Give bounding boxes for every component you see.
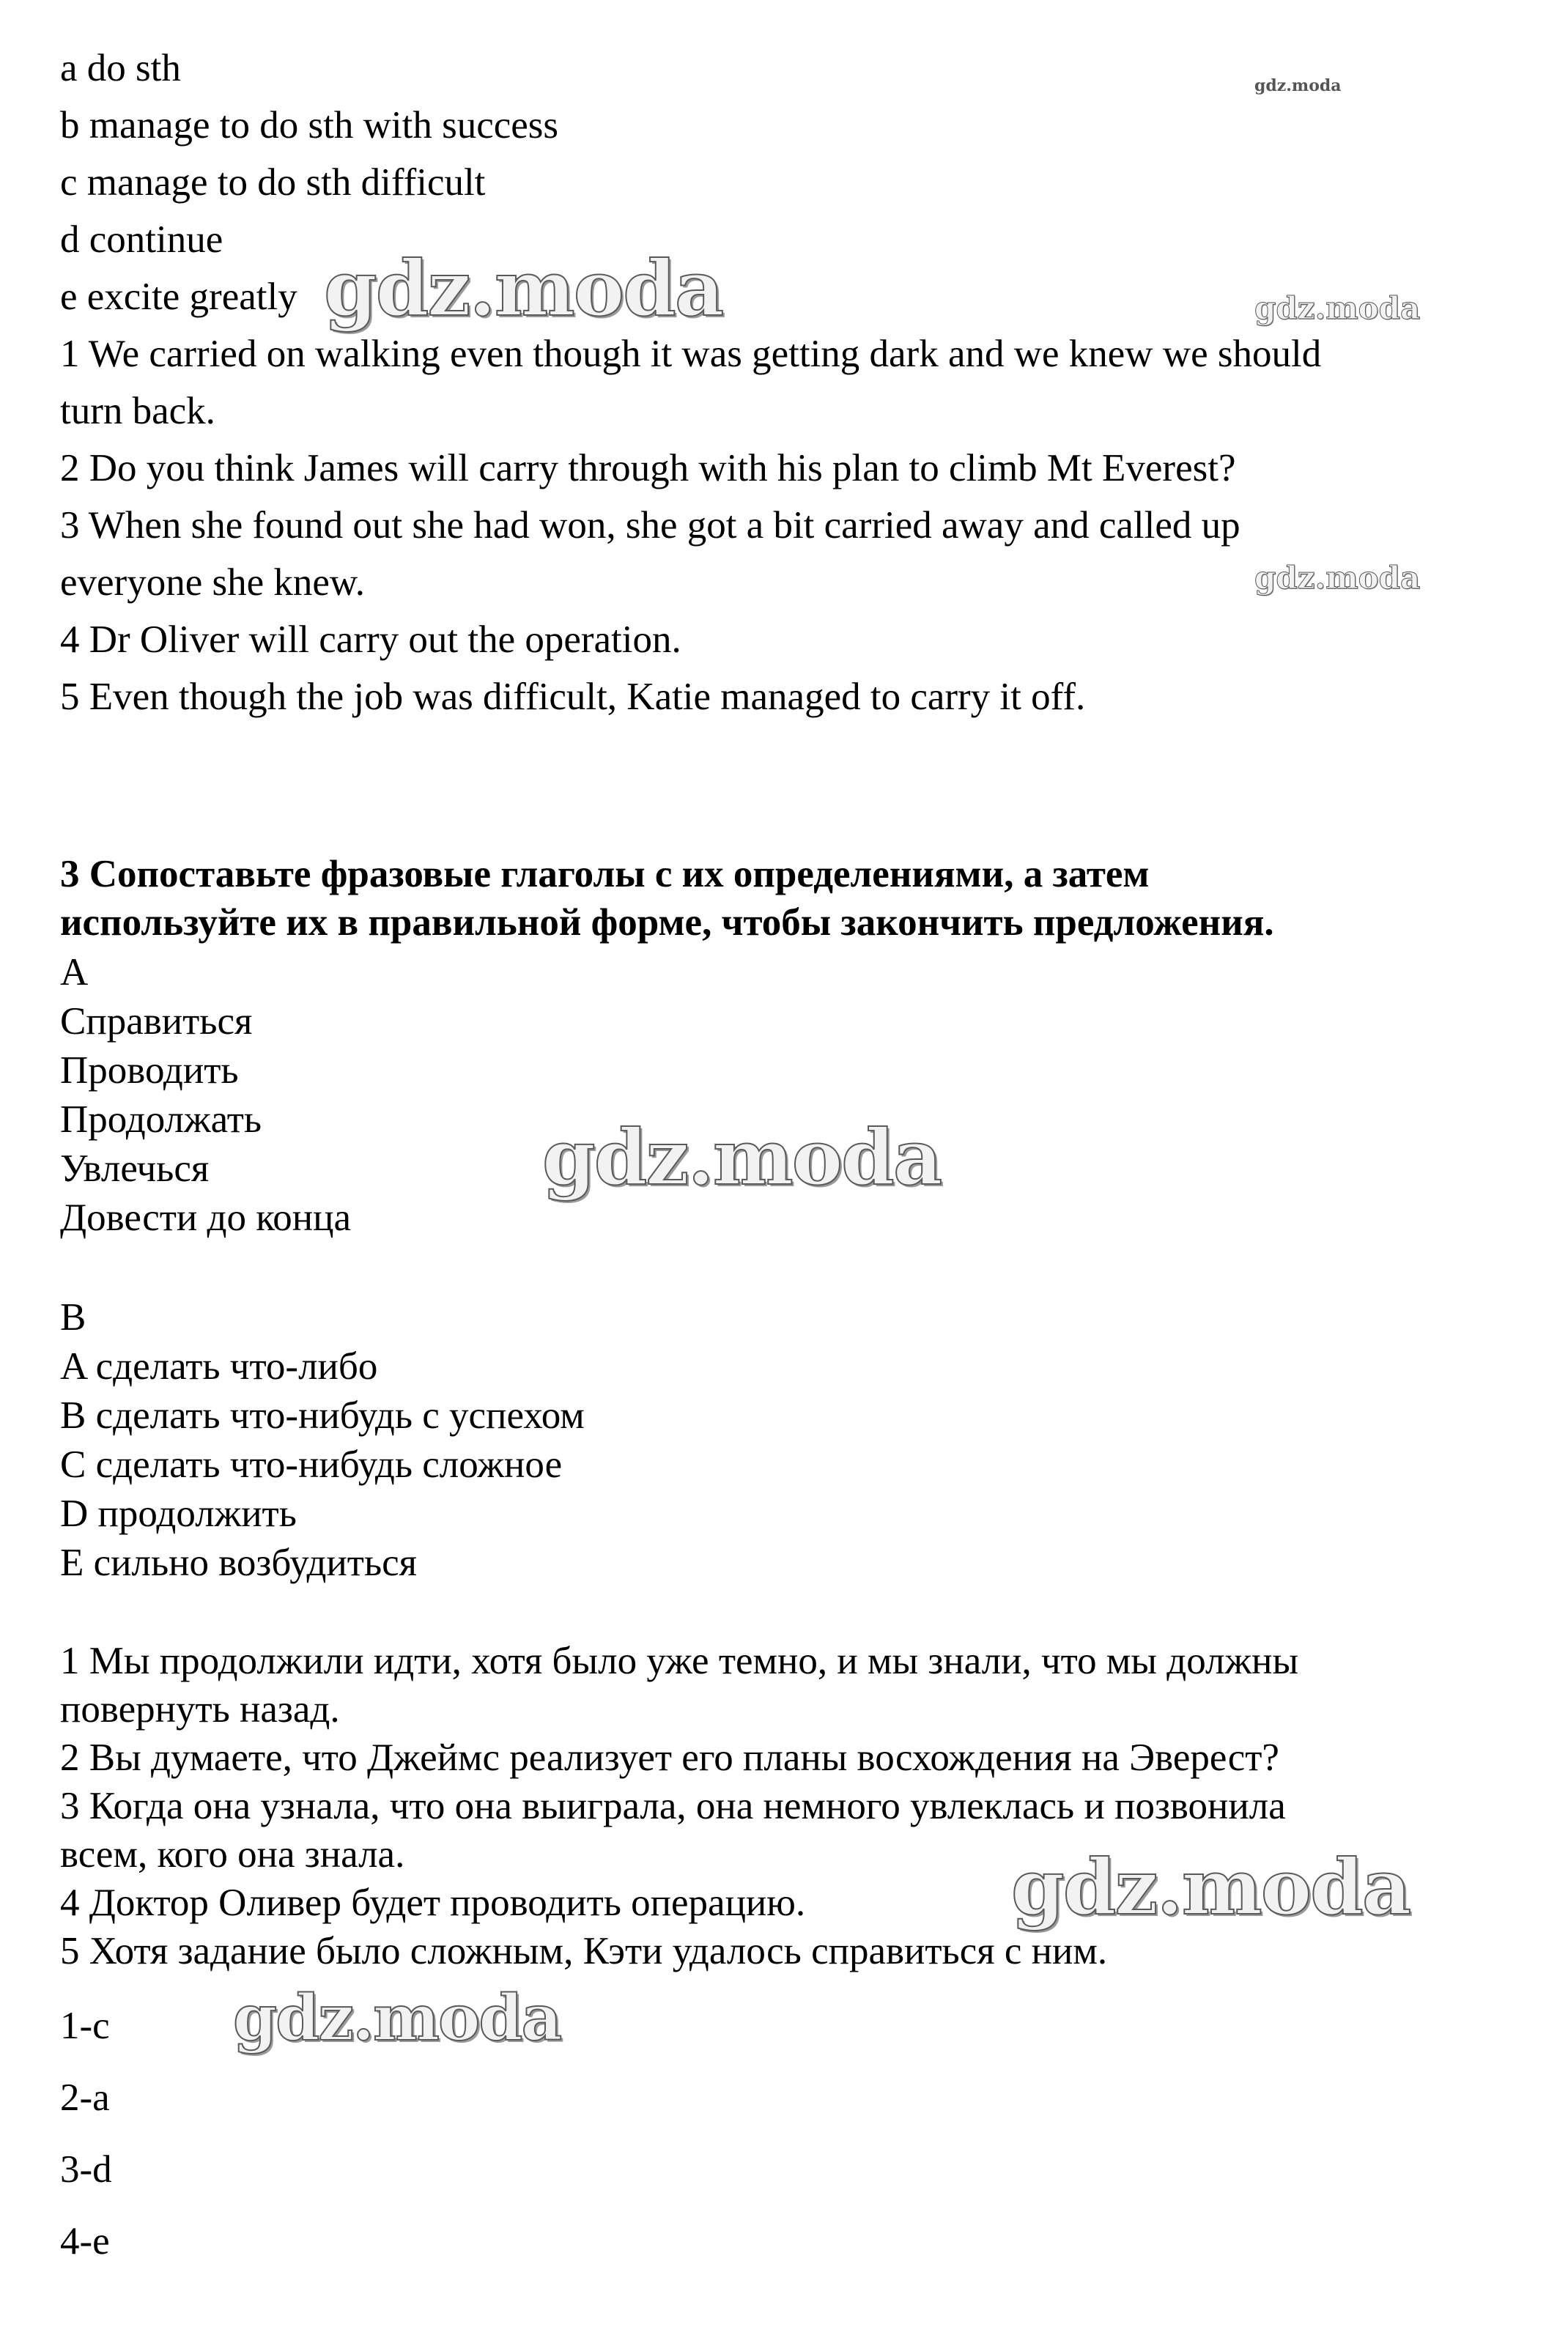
russian-sentence-1: 1 Мы продолжили идти, хотя было уже темно, и мы знали, что мы должны bbox=[60, 1640, 1299, 1682]
column-b-item-3: C сделать что-нибудь сложное bbox=[60, 1443, 563, 1486]
russian-sentence-3: 3 Когда она узнала, что она выиграла, она немного увлеклась и позвонила bbox=[60, 1785, 1286, 1827]
column-b-item-2: B сделать что-нибудь с успехом bbox=[60, 1394, 585, 1437]
answer-4: 4-e bbox=[60, 2220, 110, 2263]
watermark-tiny: gdz.moda bbox=[1254, 76, 1342, 95]
russian-sentence-2: 2 Вы думаете, что Джеймс реализует его планы восхождения на Эверест? bbox=[60, 1736, 1279, 1779]
watermark-large-3: gdz.moda bbox=[1011, 1842, 1410, 1932]
column-b-item-5: E сильно возбудиться bbox=[60, 1542, 418, 1584]
english-sentence-2: 2 Do you think James will carry through with his plan to climb Mt Everest? bbox=[60, 447, 1236, 489]
answer-1: 1-c bbox=[60, 2005, 110, 2047]
column-b-label: B bbox=[60, 1296, 86, 1339]
english-sentence-3: 3 When she found out she had won, she got a bit carried away and called up bbox=[60, 504, 1240, 547]
column-a-item-3: Продолжать bbox=[60, 1098, 262, 1141]
english-sentence-4: 4 Dr Oliver will carry out the operation. bbox=[60, 618, 681, 661]
definition-a: a do sth bbox=[60, 47, 181, 89]
column-b-item-1: A сделать что-либо bbox=[60, 1345, 378, 1388]
column-a-item-1: Справиться bbox=[60, 1000, 253, 1043]
russian-sentence-5: 5 Хотя задание было сложным, Кэти удалось справиться с ним. bbox=[60, 1930, 1108, 1972]
watermark-medium: gdz.moda bbox=[233, 1981, 561, 2055]
task-heading-line-1: 3 Сопоставьте фразовые глаголы с их определениями, а затем bbox=[60, 853, 1150, 895]
answer-2: 2-a bbox=[60, 2076, 110, 2119]
russian-sentence-3-cont: всем, кого она знала. bbox=[60, 1833, 405, 1876]
watermark-small-2: gdz.moda bbox=[1254, 560, 1421, 596]
english-sentence-3-cont: everyone she knew. bbox=[60, 561, 365, 604]
watermark-large-1: gdz.moda bbox=[324, 243, 723, 333]
watermark-small-1: gdz.moda bbox=[1254, 290, 1421, 326]
english-sentence-5: 5 Even though the job was difficult, Katie managed to carry it off. bbox=[60, 676, 1086, 718]
column-a-item-4: Увлечься bbox=[60, 1147, 210, 1190]
definition-b: b manage to do sth with success bbox=[60, 104, 559, 147]
column-a-item-2: Проводить bbox=[60, 1049, 239, 1092]
english-sentence-1: 1 We carried on walking even though it was getting dark and we knew we should bbox=[60, 333, 1322, 375]
definition-c: c manage to do sth difficult bbox=[60, 161, 486, 204]
watermark-large-2: gdz.moda bbox=[542, 1112, 942, 1202]
definition-d: d continue bbox=[60, 218, 223, 261]
column-a-label: A bbox=[60, 951, 89, 994]
task-heading-line-2: используйте их в правильной форме, чтобы закончить предложения. bbox=[60, 901, 1274, 944]
russian-sentence-4: 4 Доктор Оливер будет проводить операцию. bbox=[60, 1882, 806, 1924]
column-b-item-4: D продолжить bbox=[60, 1492, 297, 1535]
russian-sentence-1-cont: повернуть назад. bbox=[60, 1688, 340, 1731]
column-a-item-5: Довести до конца bbox=[60, 1196, 352, 1239]
english-sentence-1-cont: turn back. bbox=[60, 390, 215, 432]
answer-3: 3-d bbox=[60, 2148, 112, 2191]
definition-e: e excite greatly bbox=[60, 275, 297, 318]
